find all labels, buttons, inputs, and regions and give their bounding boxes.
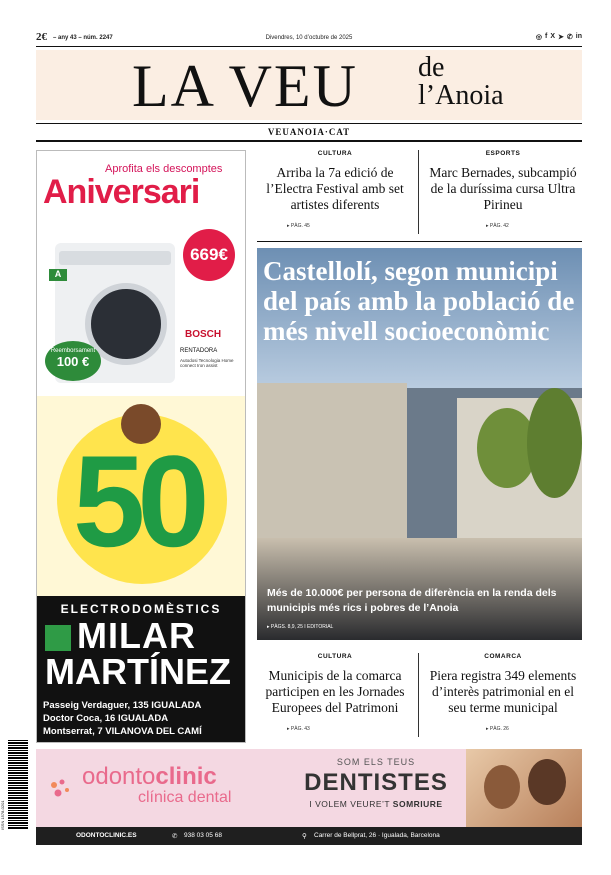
dental-brand: odontoclinic — [82, 763, 217, 790]
hero-subhead: Més de 10.000€ per persona de diferència en la renda dels municipis més rics i pobres de l’Anoia — [267, 587, 557, 614]
issue-date: Divendres, 10 d’octubre de 2025 — [265, 35, 353, 41]
store-section — [37, 596, 245, 742]
section-kicker: ESPORTS — [485, 150, 521, 157]
page-ref: ▸ PÀG. 42 — [486, 223, 509, 229]
store-name-1: MILAR — [45, 616, 196, 656]
article-bottom-right[interactable] — [424, 653, 582, 732]
top-bar — [36, 33, 582, 45]
masthead-de: de — [418, 52, 445, 83]
issue-meta: – any 43 – núm. 2247 — [53, 35, 113, 41]
dental-tag-big: DENTISTES — [304, 769, 448, 796]
appliance-ad[interactable] — [36, 150, 246, 743]
price-badge: 669€ — [183, 229, 235, 281]
page-ref: ▸ PÀG. 26 — [486, 726, 509, 732]
section-kicker: COMARCA — [484, 653, 522, 660]
store-name-2: MARTÍNEZ — [45, 651, 231, 692]
article-top-left[interactable] — [257, 150, 413, 229]
energy-label: A — [49, 269, 67, 281]
dental-phone[interactable]: 938 03 05 68 — [184, 832, 222, 839]
store-address-1: Passeig Verdaguer, 135 IGUALADA — [43, 700, 202, 711]
dental-brand-sub: clínica dental — [138, 789, 232, 806]
ad-promo-section — [37, 151, 245, 396]
barcode — [8, 740, 28, 830]
article-headline[interactable]: Arriba la 7a edició de l’Electra Festival amb set artistes diferents — [266, 165, 404, 212]
telegram-icon[interactable]: ➤ — [558, 34, 564, 41]
store-kicker: ELECTRODOMÈSTICS — [60, 602, 222, 616]
site-url[interactable]: VEUANOIA·CAT — [267, 127, 351, 137]
article-bottom-left[interactable] — [257, 653, 413, 732]
social-icons — [536, 33, 582, 41]
dots-logo-icon — [48, 777, 78, 807]
brand-logo: BOSCH — [185, 329, 222, 340]
article-headline[interactable]: Municipis de la comarca participen en les Jornades Europees del Patrimoni — [265, 668, 405, 715]
x-icon[interactable]: X — [550, 33, 556, 40]
hero-building-left — [257, 383, 407, 553]
refund-label: Reemborsament — [50, 348, 96, 354]
store-logo-icon — [45, 625, 71, 651]
hero-article[interactable] — [257, 248, 582, 640]
phone-icon: ✆ — [172, 833, 178, 840]
anniversary-number: 50 — [73, 428, 202, 574]
dental-footer — [36, 827, 582, 845]
column-divider — [418, 150, 419, 234]
ad-aprofita: Aprofita els descomptes — [105, 163, 223, 175]
refund-badge — [45, 341, 101, 381]
whatsapp-icon[interactable]: ✆ — [566, 34, 573, 41]
linkedin-icon[interactable]: in — [575, 33, 582, 40]
ad-aniversari: Aniversari — [43, 173, 200, 211]
instagram-icon[interactable]: ◎ — [535, 34, 542, 41]
article-headline[interactable]: Marc Bernades, subcampió de la duríssima cursa Ultra Pirineu — [429, 165, 577, 212]
anniversary-section — [37, 396, 245, 596]
hero-page-ref: ▸ PÀGS. 8,9, 25 I EDITORIAL — [267, 624, 334, 630]
store-address-2: Doctor Coca, 16 IGUALADA — [43, 713, 169, 724]
dental-tag-line: I VOLEM VEURE’T SOMRIURE — [309, 799, 443, 809]
product-name: RENTADORA — [180, 348, 218, 354]
dental-address: Carrer de Bellprat, 26 · Igualada, Barcelona — [314, 832, 440, 839]
hero-tree — [527, 388, 582, 498]
location-pin-icon: ⚲ — [302, 833, 307, 840]
product-desc: Autodosi Tecnologia Home connect Iron assist — [180, 358, 234, 368]
article-headline[interactable]: Piera registra 349 elements d’interès patrimonial en el seu terme municipal — [429, 668, 577, 715]
top-articles-rule — [257, 241, 582, 242]
refund-value: 100 € — [56, 354, 90, 369]
masthead-title: LA VEU — [132, 53, 358, 119]
masthead-anoia: l’Anoia — [418, 80, 504, 111]
section-kicker: CULTURA — [317, 653, 353, 660]
masthead — [36, 50, 582, 120]
store-address-3: Montserrat, 7 VILANOVA DEL CAMÍ — [43, 726, 202, 737]
article-top-right[interactable] — [424, 150, 582, 229]
dental-web-link[interactable]: ODONTOCLINIC.ES — [76, 832, 137, 839]
issue-price: 2€ — [36, 31, 47, 43]
top-rule — [36, 46, 582, 47]
dental-ad[interactable] — [36, 749, 582, 845]
section-kicker: CULTURA — [317, 150, 353, 157]
hero-headline[interactable]: Castellolí, segon municipi del país amb la població de més nivell socioeconòmic — [263, 256, 575, 346]
page-ref: ▸ PÀG. 45 — [287, 223, 310, 229]
dental-tag-small: SOM ELS TEUS — [336, 757, 416, 767]
column-divider — [418, 653, 419, 737]
facebook-icon[interactable]: f — [545, 33, 548, 40]
masthead-rule — [36, 123, 582, 124]
url-rule — [36, 140, 582, 142]
page-ref: ▸ PÀG. 43 — [287, 726, 310, 732]
barcode-text: ISSN 1578-0201 — [0, 800, 5, 830]
